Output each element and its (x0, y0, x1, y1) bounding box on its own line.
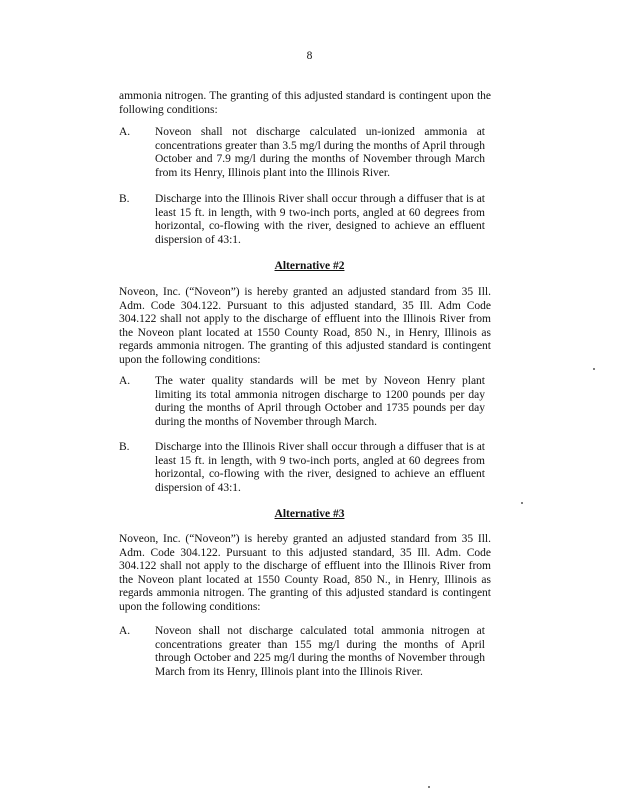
page-number: 8 (306, 50, 313, 62)
condition-label: A. (119, 126, 131, 138)
condition-label: A. (119, 625, 131, 637)
scan-speck (428, 786, 430, 788)
alt2-paragraph: Noveon, Inc. (“Noveon”) is hereby granted an adjusted standard from 35 Ill. Adm. Code 304.122. Pursuant to this adjusted standard, 35 Ill. Adm Code 304.122 shall not apply to the discharge of effluent into the Illinois River from the Noveon plant located at 1550 County Road, 850 N., in Henry, Illinois as regards ammonia nitrogen. The granting of this adjusted standard is contingent upon the following conditions: (119, 286, 491, 366)
alternative-2-heading: Alternative #2 (274, 260, 345, 272)
condition-text: Noveon shall not discharge calculated total ammonia nitrogen at concentrations greater than 155 mg/l during the months of April through October and 225 mg/l during the months of November through March from its Henry, Illinois plant into the Illinois River. (155, 625, 485, 678)
condition-text: The water quality standards will be met by Noveon Henry plant limiting its total ammonia nitrogen discharge to 1200 pounds per day during the months of April through October and 1735 pounds per day during the months of November through March. (155, 375, 485, 428)
condition-label: B. (119, 193, 130, 205)
condition-label: A. (119, 375, 131, 387)
condition-text: Discharge into the Illinois River shall occur through a diffuser that is at least 15 ft. in length, with 9 two-inch ports, angled at 60 degrees from horizontal, co-flowing with the river, designed to achieve an effluent dispersion of 43:1. (155, 441, 485, 494)
condition-text: Discharge into the Illinois River shall occur through a diffuser that is at least 15 ft. in length, with 9 two-inch ports, angled at 60 degrees from horizontal, co-flowing with the river, designed to achieve an effluent dispersion of 43:1. (155, 193, 485, 246)
alt3-paragraph: Noveon, Inc. (“Noveon”) is hereby granted an adjusted standard from 35 Ill. Adm. Code 304.122. Pursuant to this adjusted standard, 35 Ill. Adm. Code 304.122 shall not apply to the discharge of effluent into the Illinois River from the Noveon plant located at 1550 County Road, 850 N., in Henry, Illinois as regards ammonia nitrogen. The granting of this adjusted standard is contingent upon the following conditions: (119, 533, 491, 613)
scan-speck (521, 502, 523, 504)
condition-text: Noveon shall not discharge calculated un-ionized ammonia at concentrations greater than 3.5 mg/l during the months of April through October and 7.9 mg/l during the months of November through March from its Henry, Illinois plant into the Illinois River. (155, 126, 485, 179)
alternative-3-heading: Alternative #3 (274, 508, 345, 520)
scan-speck (593, 368, 595, 370)
intro-paragraph: ammonia nitrogen. The granting of this adjusted standard is contingent upon the following conditions: (119, 90, 491, 116)
condition-label: B. (119, 441, 130, 453)
